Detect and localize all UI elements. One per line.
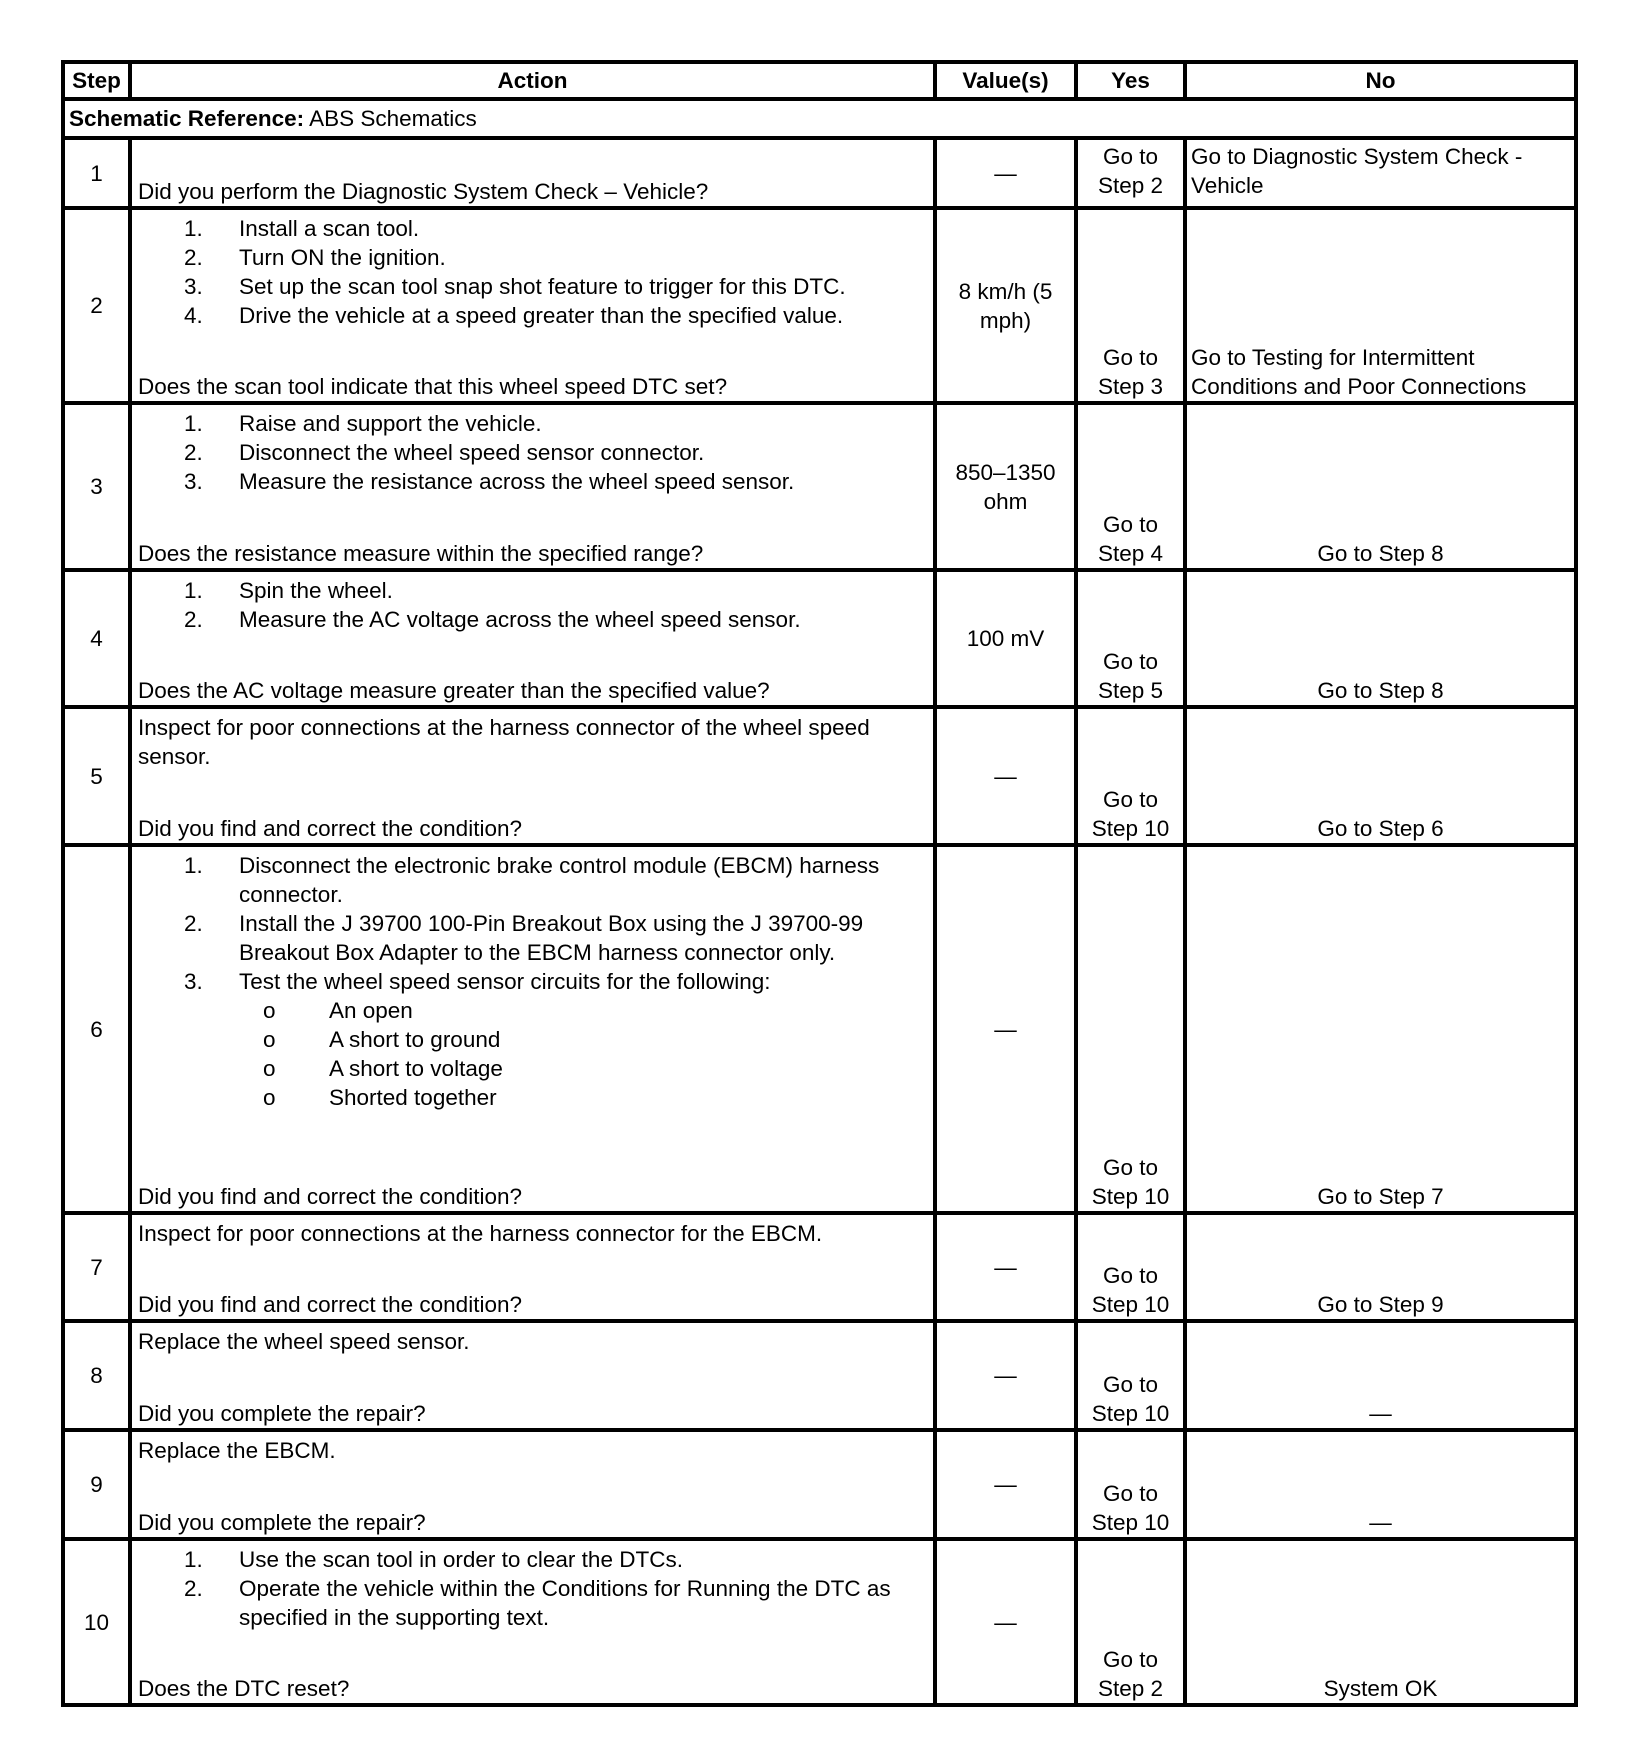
action-step: 2. Turn ON the ignition.	[184, 245, 446, 270]
action-step: 1. Disconnect the electronic brake control module (EBCM) harness connector.	[184, 853, 880, 907]
no-link[interactable]: Go to Testing for Intermittent Conditions and Poor Connections	[1185, 208, 1576, 403]
step-number: 3	[63, 403, 130, 570]
header-step: Step	[63, 62, 130, 99]
action-question: Did you find and correct the condition?	[138, 1292, 522, 1317]
action-cell	[130, 403, 935, 570]
sub-bullet-list	[239, 996, 927, 1112]
value-cell: —	[935, 138, 1076, 208]
step-number: 5	[63, 707, 130, 845]
table-row	[63, 570, 1576, 707]
sub-bullet-item: o A short to voltage	[263, 1056, 503, 1081]
yes-link[interactable]: Go to Step 4	[1076, 403, 1185, 570]
step-number: 4	[63, 570, 130, 707]
schematic-reference	[63, 99, 1576, 138]
action-steps	[138, 1545, 927, 1632]
circle-bullet-icon: o	[263, 1085, 276, 1110]
value-cell: —	[935, 1539, 1076, 1705]
action-step: 3. Test the wheel speed sensor circuits for the following: o An open o A short to ground o A short to voltage o Shorted together	[138, 967, 927, 1112]
value-cell: —	[935, 845, 1076, 1213]
action-question: Did you find and correct the condition?	[138, 816, 522, 841]
action-cell	[130, 1539, 935, 1705]
yes-link[interactable]: Go to Step 10	[1076, 1321, 1185, 1430]
table-row	[63, 138, 1576, 208]
action-question: Does the AC voltage measure greater than the specified value?	[138, 678, 770, 703]
value-cell: —	[935, 1213, 1076, 1321]
table-row	[63, 403, 1576, 570]
action-steps	[138, 576, 927, 634]
yes-link[interactable]: Go to Step 3	[1076, 208, 1185, 403]
circle-bullet-icon: o	[263, 998, 276, 1023]
sub-bullet-item: o Shorted together	[263, 1085, 497, 1110]
action-question: Does the DTC reset?	[138, 1676, 350, 1701]
table-row	[63, 1430, 1576, 1539]
step-number: 8	[63, 1321, 130, 1430]
diagnostic-table	[61, 60, 1578, 1707]
action-step: 2. Disconnect the wheel speed sensor connector.	[184, 440, 705, 465]
schematic-reference-row	[63, 99, 1576, 138]
table-row	[63, 208, 1576, 403]
action-steps	[138, 851, 927, 1112]
schematic-reference-link[interactable]: ABS Schematics	[309, 106, 477, 131]
action-text: Replace the wheel speed sensor.	[138, 1329, 470, 1354]
action-cell	[130, 1321, 935, 1430]
step-number: 2	[63, 208, 130, 403]
action-question: Does the scan tool indicate that this wheel speed DTC set?	[138, 374, 728, 399]
sub-bullet-item: o An open	[263, 998, 413, 1023]
yes-link[interactable]: Go to Step 5	[1076, 570, 1185, 707]
step-number: 9	[63, 1430, 130, 1539]
action-text: Inspect for poor connections at the harness connector of the wheel speed sensor.	[138, 715, 870, 769]
action-text: Replace the EBCM.	[138, 1438, 336, 1463]
header-yes: Yes	[1076, 62, 1185, 99]
value-cell: —	[935, 1430, 1076, 1539]
action-step: 2. Measure the AC voltage across the wheel speed sensor.	[184, 607, 801, 632]
action-cell	[130, 1213, 935, 1321]
yes-link[interactable]: Go to Step 10	[1076, 1430, 1185, 1539]
no-result: System OK	[1185, 1539, 1576, 1705]
step-number: 10	[63, 1539, 130, 1705]
table-row	[63, 845, 1576, 1213]
value-cell: —	[935, 707, 1076, 845]
action-step: 1. Install a scan tool.	[184, 216, 420, 241]
no-link[interactable]: Go to Step 9	[1185, 1213, 1576, 1321]
action-step: 3. Set up the scan tool snap shot feature to trigger for this DTC.	[184, 274, 846, 299]
value-cell: 100 mV	[935, 570, 1076, 707]
action-question: Did you complete the repair?	[138, 1510, 426, 1535]
yes-link[interactable]: Go to Step 10	[1076, 707, 1185, 845]
action-step: 2. Operate the vehicle within the Conditions for Running the DTC as specified in the supporting text.	[184, 1576, 891, 1630]
no-link[interactable]: Go to Step 8	[1185, 570, 1576, 707]
yes-link[interactable]: Go to Step 10	[1076, 1213, 1185, 1321]
table-row	[63, 1539, 1576, 1705]
action-step: 4. Drive the vehicle at a speed greater than the specified value.	[184, 303, 844, 328]
action-question: Did you complete the repair?	[138, 1401, 426, 1426]
table-row	[63, 1321, 1576, 1430]
action-cell	[130, 845, 935, 1213]
yes-link[interactable]: Go to Step 2	[1076, 138, 1185, 208]
step-number: 7	[63, 1213, 130, 1321]
header-row	[63, 62, 1576, 99]
no-link[interactable]: Go to Step 7	[1185, 845, 1576, 1213]
action-steps	[138, 409, 927, 496]
header-action: Action	[130, 62, 935, 99]
no-link[interactable]: Go to Step 8	[1185, 403, 1576, 570]
action-cell	[130, 1430, 935, 1539]
action-cell	[130, 707, 935, 845]
header-no: No	[1185, 62, 1576, 99]
table-row	[63, 1213, 1576, 1321]
step-number: 1	[63, 138, 130, 208]
action-question: Did you find and correct the condition?	[138, 1184, 522, 1209]
action-cell	[130, 208, 935, 403]
yes-link[interactable]: Go to Step 10	[1076, 845, 1185, 1213]
no-value: —	[1185, 1430, 1576, 1539]
value-cell: 850–1350 ohm	[935, 403, 1076, 570]
action-steps	[138, 214, 927, 330]
no-link[interactable]: Go to Diagnostic System Check - Vehicle	[1185, 138, 1576, 208]
action-step: 1. Raise and support the vehicle.	[184, 411, 542, 436]
action-text: Inspect for poor connections at the harness connector for the EBCM.	[138, 1221, 823, 1246]
action-step: 2. Install the J 39700 100-Pin Breakout Box using the J 39700-99 Breakout Box Adapter to the EBCM harness connector only.	[184, 911, 864, 965]
circle-bullet-icon: o	[263, 1027, 276, 1052]
value-cell: —	[935, 1321, 1076, 1430]
action-cell	[130, 570, 935, 707]
no-value: —	[1185, 1321, 1576, 1430]
circle-bullet-icon: o	[263, 1056, 276, 1081]
header-value: Value(s)	[935, 62, 1076, 99]
action-question: Does the resistance measure within the specified range?	[138, 541, 704, 566]
action-step: 1. Spin the wheel.	[184, 578, 393, 603]
action-step: 3. Measure the resistance across the wheel speed sensor.	[184, 469, 795, 494]
no-link[interactable]: Go to Step 6	[1185, 707, 1576, 845]
action-cell	[130, 138, 935, 208]
schematic-reference-label: Schematic Reference:	[69, 106, 305, 131]
step-number: 6	[63, 845, 130, 1213]
action-step: 1. Use the scan tool in order to clear the DTCs.	[184, 1547, 683, 1572]
sub-bullet-item: o A short to ground	[263, 1027, 501, 1052]
action-text: Did you perform the Diagnostic System Check – Vehicle?	[138, 179, 709, 204]
value-cell: 8 km/h (5 mph)	[935, 208, 1076, 403]
yes-link[interactable]: Go to Step 2	[1076, 1539, 1185, 1705]
table-row	[63, 707, 1576, 845]
